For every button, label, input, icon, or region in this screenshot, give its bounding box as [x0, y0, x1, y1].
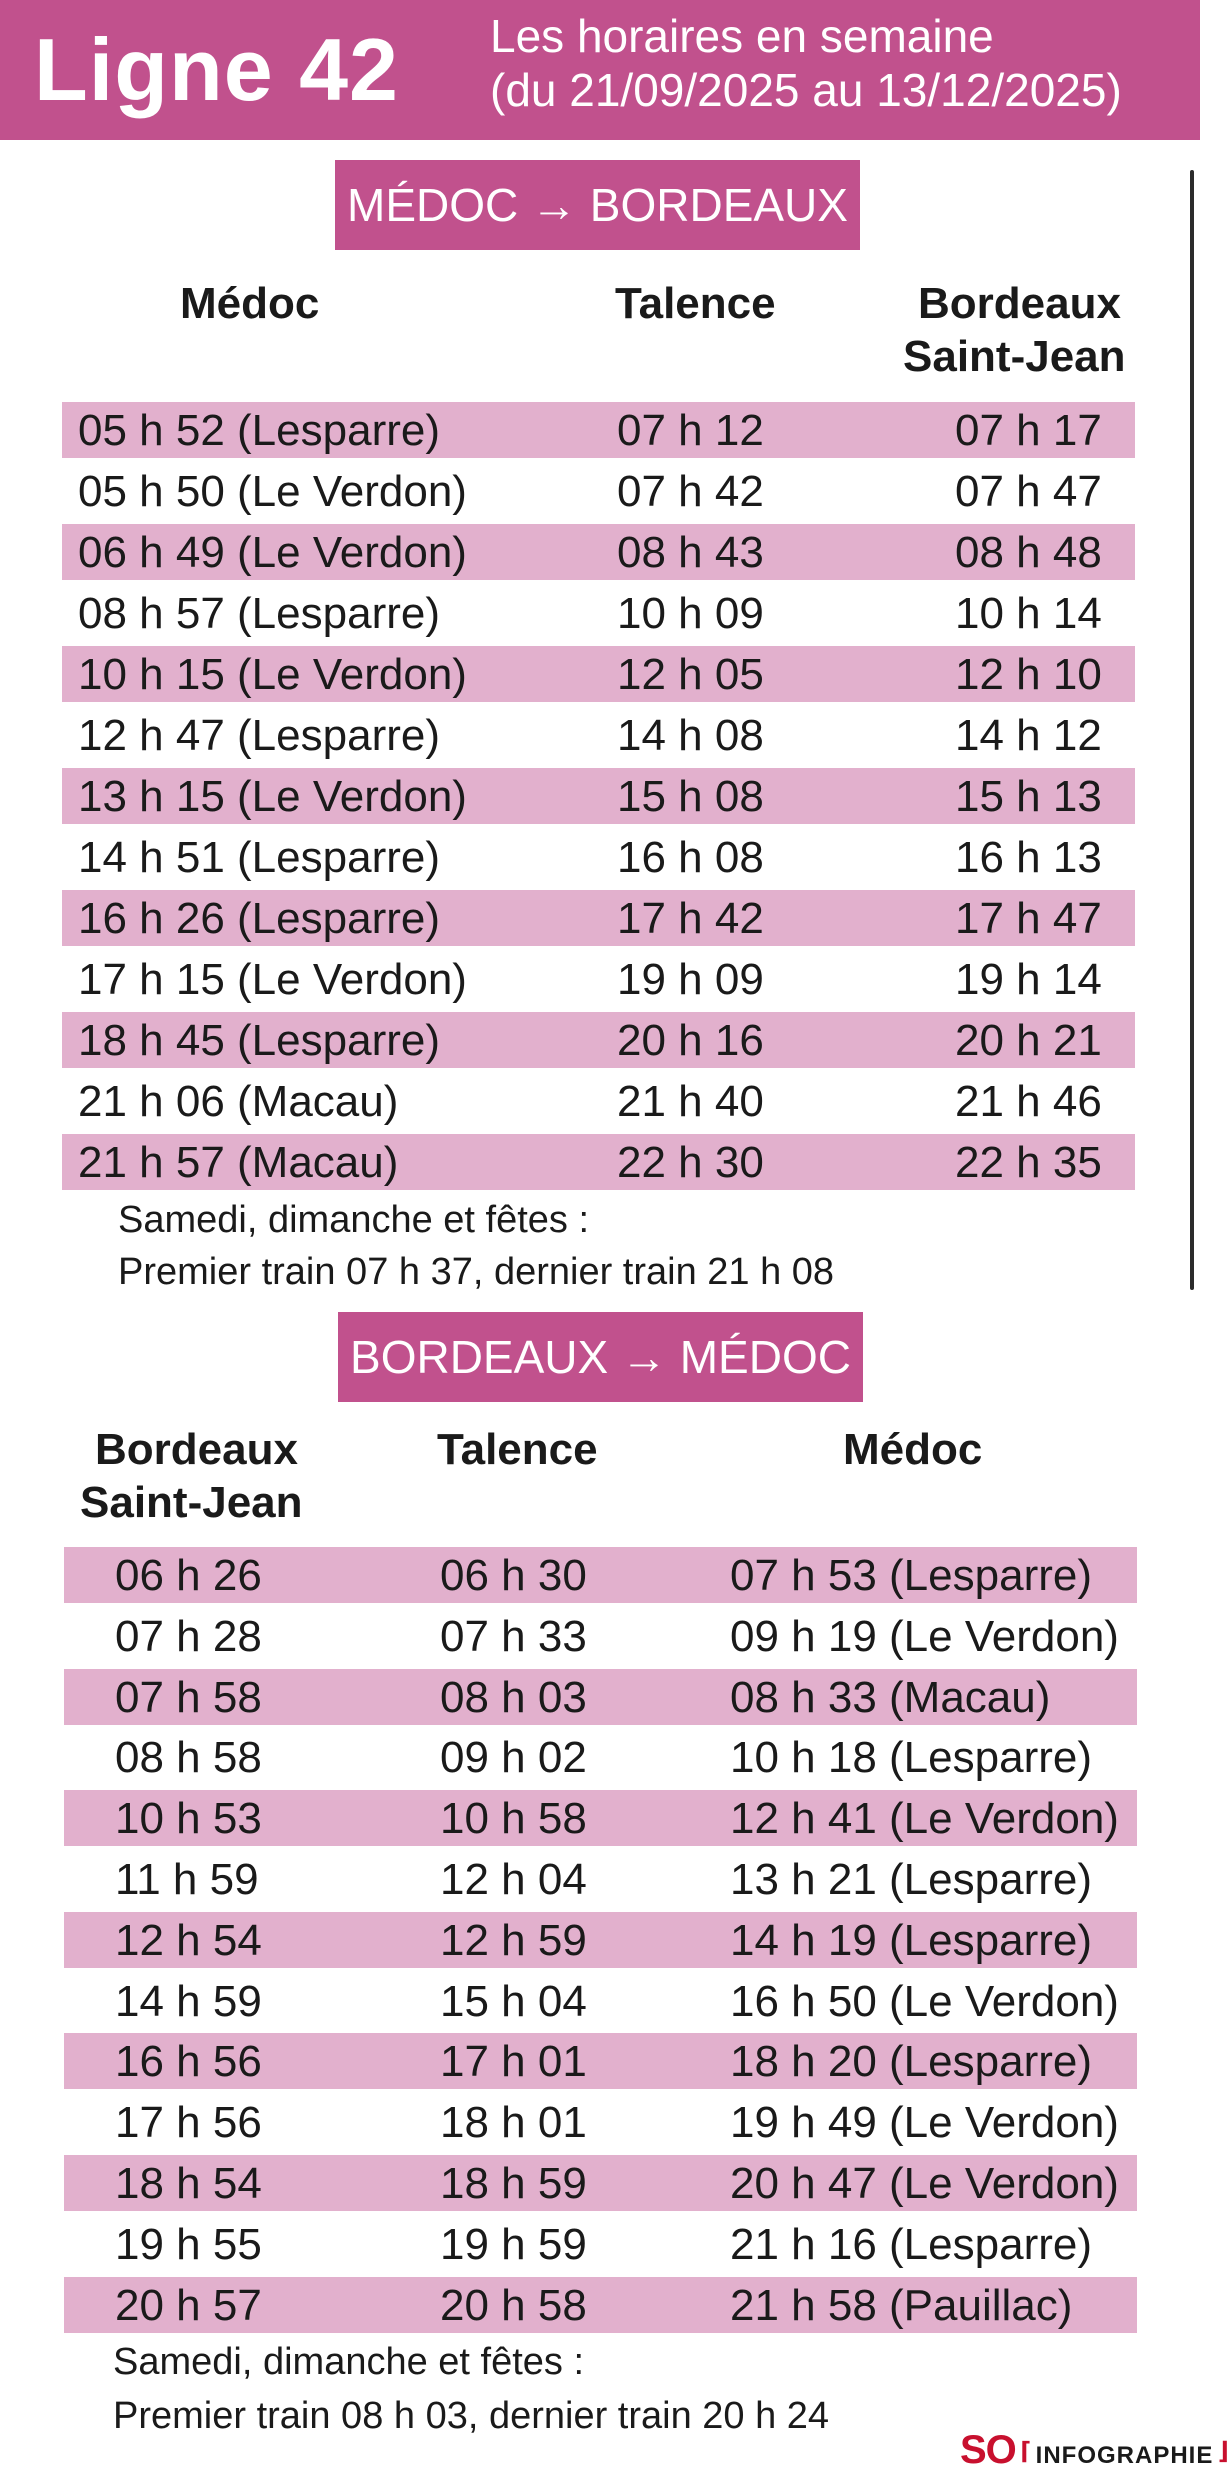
table-row	[0, 1727, 1200, 1788]
cell-medoc-departure: 13 h 15 (Le Verdon)	[78, 772, 467, 821]
cell-bordeaux-arrival: 22 h 35	[955, 1138, 1102, 1187]
sud-ouest-infographie-logo	[960, 2428, 1229, 2478]
cell-medoc-arrival: 14 h 19 (Lesparre)	[730, 1915, 1092, 1965]
weekend-note-times: Premier train 07 h 37, dernier train 21 h 08	[118, 1251, 835, 1293]
cell-talence: 08 h 43	[617, 528, 764, 577]
cell-bordeaux-departure: 07 h 28	[115, 1611, 262, 1661]
column-header-talence: Talence	[437, 1425, 598, 1474]
schedule-date-range: (du 21/09/2025 au 13/12/2025)	[490, 64, 1122, 116]
table-row	[0, 461, 1200, 522]
cell-talence: 16 h 08	[617, 833, 764, 882]
table-row	[0, 583, 1200, 644]
table-row	[0, 1910, 1200, 1971]
logo-bracket-open: ⌈	[1020, 2438, 1032, 2465]
cell-bordeaux-arrival: 21 h 46	[955, 1077, 1102, 1126]
cell-medoc-departure: 06 h 49 (Le Verdon)	[78, 528, 467, 577]
weekend-note-label: Samedi, dimanche et fêtes :	[113, 2341, 585, 2383]
column-header-saint-jean: Saint-Jean	[903, 332, 1126, 381]
table-row	[0, 1788, 1200, 1849]
cell-medoc-arrival: 10 h 18 (Lesparre)	[730, 1733, 1092, 1783]
cell-talence: 15 h 08	[617, 772, 764, 821]
cell-talence: 09 h 02	[440, 1733, 587, 1783]
column-header-talence: Talence	[615, 279, 776, 328]
table-row	[0, 2153, 1200, 2214]
table-row	[0, 2275, 1200, 2336]
cell-bordeaux-departure: 11 h 59	[115, 1855, 259, 1904]
cell-talence: 20 h 58	[440, 2280, 587, 2330]
logo-bracket-close: ⌋	[1217, 2438, 1229, 2465]
table-row	[0, 827, 1200, 888]
cell-talence: 19 h 59	[440, 2219, 587, 2269]
cell-medoc-arrival: 16 h 50 (Le Verdon)	[730, 1976, 1119, 2026]
table-row	[0, 1849, 1200, 1910]
cell-bordeaux-departure: 19 h 55	[115, 2219, 262, 2269]
logo-so: SO	[960, 2428, 1016, 2472]
table-row	[0, 949, 1200, 1010]
table-row	[0, 2031, 1200, 2092]
cell-talence: 12 h 05	[617, 650, 764, 699]
header-banner	[0, 0, 1200, 140]
cell-talence: 07 h 33	[440, 1611, 587, 1661]
cell-medoc-departure: 21 h 06 (Macau)	[78, 1077, 399, 1126]
cell-bordeaux-departure: 18 h 54	[115, 2159, 262, 2208]
cell-talence: 14 h 08	[617, 711, 764, 760]
schedule-subtitle: Les horaires en semaine	[490, 10, 994, 62]
cell-talence: 10 h 09	[617, 589, 764, 638]
cell-bordeaux-arrival: 07 h 17	[955, 406, 1102, 455]
column-header-saint-jean: Saint-Jean	[80, 1478, 303, 1527]
cell-talence: 18 h 59	[440, 2159, 587, 2208]
cell-bordeaux-departure: 10 h 53	[115, 1794, 262, 1844]
direction-badge-bordeaux-medoc: BORDEAUX → MÉDOC	[338, 1312, 863, 1402]
cell-talence: 15 h 04	[440, 1976, 587, 2026]
column-header-bordeaux: Bordeaux	[95, 1425, 298, 1474]
cell-bordeaux-arrival: 12 h 10	[955, 650, 1102, 699]
cell-bordeaux-departure: 08 h 58	[115, 1733, 262, 1783]
cell-medoc-departure: 08 h 57 (Lesparre)	[78, 589, 440, 638]
cell-medoc-arrival: 12 h 41 (Le Verdon)	[730, 1794, 1119, 1844]
table-row	[0, 2092, 1200, 2153]
cell-medoc-arrival: 13 h 21 (Lesparre)	[730, 1855, 1092, 1904]
table-row	[0, 766, 1200, 827]
cell-medoc-arrival: 07 h 53 (Lesparre)	[730, 1551, 1092, 1600]
table-row	[0, 2214, 1200, 2275]
cell-talence: 17 h 42	[617, 894, 764, 943]
cell-talence: 07 h 12	[617, 406, 764, 455]
cell-medoc-departure: 16 h 26 (Lesparre)	[78, 894, 440, 943]
cell-medoc-arrival: 20 h 47 (Le Verdon)	[730, 2159, 1119, 2208]
table-row	[0, 400, 1200, 461]
table-row	[0, 1071, 1200, 1132]
cell-talence: 17 h 01	[440, 2037, 587, 2087]
table-row	[0, 888, 1200, 949]
cell-bordeaux-arrival: 17 h 47	[955, 894, 1102, 943]
weekend-note-label: Samedi, dimanche et fêtes :	[118, 1199, 590, 1241]
table-row	[0, 1132, 1200, 1193]
weekend-note-times: Premier train 08 h 03, dernier train 20 h 24	[113, 2395, 830, 2437]
cell-bordeaux-arrival: 10 h 14	[955, 589, 1102, 638]
cell-bordeaux-departure: 16 h 56	[115, 2037, 262, 2087]
cell-bordeaux-arrival: 16 h 13	[955, 833, 1102, 882]
cell-medoc-arrival: 21 h 16 (Lesparre)	[730, 2219, 1092, 2269]
cell-talence: 19 h 09	[617, 955, 764, 1004]
line-title: Ligne 42	[34, 20, 399, 119]
table-row	[0, 1545, 1200, 1606]
logo-infographie: INFOGRAPHIE	[1035, 2442, 1214, 2469]
table-row	[0, 644, 1200, 705]
cell-talence: 12 h 59	[440, 1915, 587, 1965]
cell-medoc-departure: 05 h 52 (Lesparre)	[78, 406, 440, 455]
cell-bordeaux-departure: 06 h 26	[115, 1551, 262, 1600]
cell-talence: 18 h 01	[440, 2098, 587, 2148]
cell-medoc-departure: 05 h 50 (Le Verdon)	[78, 467, 467, 516]
cell-talence: 12 h 04	[440, 1855, 587, 1904]
cell-bordeaux-arrival: 20 h 21	[955, 1016, 1102, 1065]
cell-bordeaux-arrival: 07 h 47	[955, 467, 1102, 516]
cell-bordeaux-departure: 17 h 56	[115, 2098, 262, 2148]
cell-medoc-departure: 12 h 47 (Lesparre)	[78, 711, 440, 760]
column-header-medoc: Médoc	[843, 1425, 983, 1474]
cell-bordeaux-departure: 14 h 59	[115, 1976, 262, 2026]
cell-bordeaux-departure: 07 h 58	[115, 1672, 262, 1722]
cell-medoc-departure: 17 h 15 (Le Verdon)	[78, 955, 467, 1004]
cell-talence: 07 h 42	[617, 467, 764, 516]
cell-medoc-arrival: 08 h 33 (Macau)	[730, 1672, 1051, 1722]
table-row	[0, 522, 1200, 583]
cell-medoc-departure: 10 h 15 (Le Verdon)	[78, 650, 467, 699]
cell-bordeaux-arrival: 15 h 13	[955, 772, 1102, 821]
column-header-bordeaux: Bordeaux	[918, 279, 1121, 328]
table-row	[0, 1606, 1200, 1667]
cell-bordeaux-departure: 20 h 57	[115, 2280, 262, 2330]
cell-talence: 06 h 30	[440, 1551, 587, 1600]
table-row	[0, 705, 1200, 766]
column-header-medoc: Médoc	[180, 279, 320, 328]
cell-talence: 21 h 40	[617, 1077, 764, 1126]
cell-talence: 22 h 30	[617, 1138, 764, 1187]
cell-medoc-arrival: 09 h 19 (Le Verdon)	[730, 1611, 1119, 1661]
cell-talence: 08 h 03	[440, 1672, 587, 1722]
cell-bordeaux-departure: 12 h 54	[115, 1915, 262, 1965]
direction-badge-medoc-bordeaux: MÉDOC → BORDEAUX	[335, 160, 860, 250]
cell-talence: 10 h 58	[440, 1794, 587, 1844]
cell-medoc-departure: 18 h 45 (Lesparre)	[78, 1016, 440, 1065]
cell-talence: 20 h 16	[617, 1016, 764, 1065]
cell-medoc-arrival: 18 h 20 (Lesparre)	[730, 2037, 1092, 2087]
cell-bordeaux-arrival: 14 h 12	[955, 711, 1102, 760]
cell-medoc-arrival: 19 h 49 (Le Verdon)	[730, 2098, 1119, 2148]
cell-medoc-departure: 21 h 57 (Macau)	[78, 1138, 399, 1187]
cell-bordeaux-arrival: 08 h 48	[955, 528, 1102, 577]
cell-bordeaux-arrival: 19 h 14	[955, 955, 1102, 1004]
table-row	[0, 1010, 1200, 1071]
cell-medoc-departure: 14 h 51 (Lesparre)	[78, 833, 440, 882]
table-row	[0, 1971, 1200, 2032]
cell-medoc-arrival: 21 h 58 (Pauillac)	[730, 2280, 1073, 2330]
table-row	[0, 1667, 1200, 1728]
